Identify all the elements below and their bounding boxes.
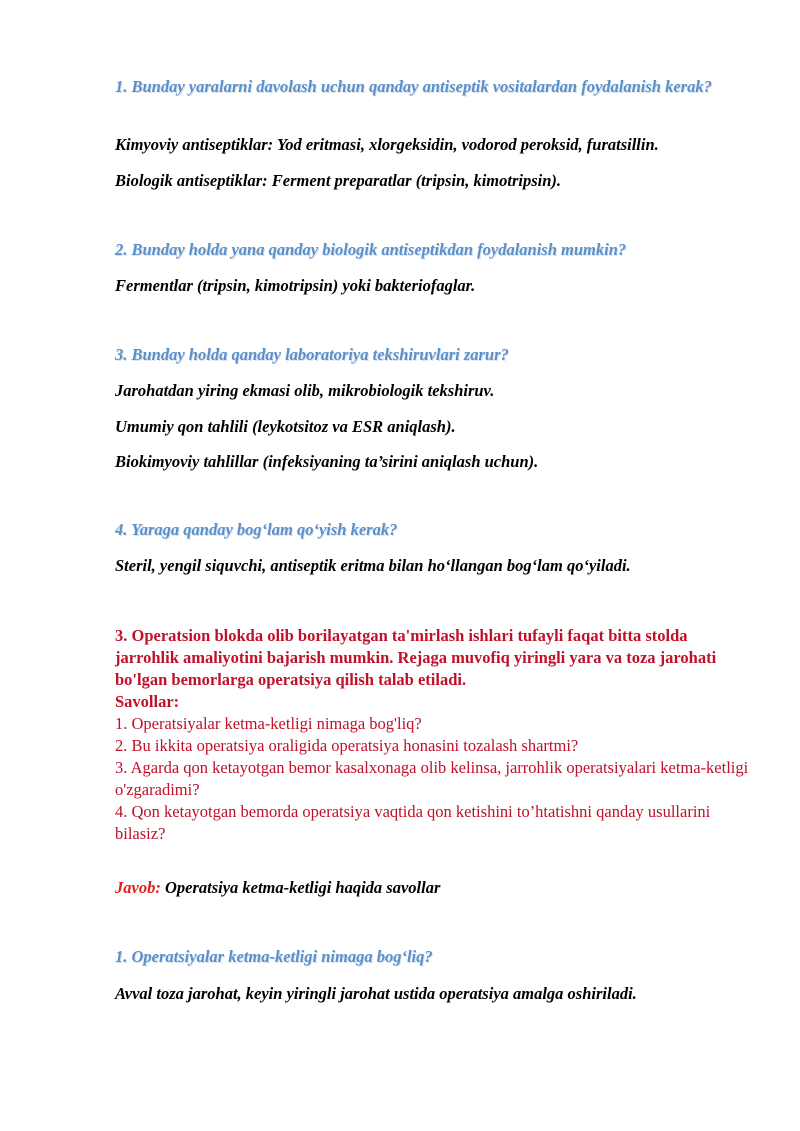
answer-1-chemical: Kimyoviy antiseptiklar: Yod eritmasi, xlorgeksidin, vodorod peroksid, furatsillin.	[115, 135, 659, 154]
answer-3-blood-test: Umumiy qon tahlili (leykotsitoz va ESR aniqlash).	[115, 417, 456, 436]
question-5: 1. Operatsiyalar ketma-ketligi nimaga bog‘liq?	[115, 947, 433, 966]
case-3-question-1: 1. Operatsiyalar ketma-ketligi nimaga bog'liq?	[115, 714, 422, 733]
question-3: 3. Bunday holda qanday laboratoriya tekshiruvlari zarur?	[115, 345, 509, 364]
answer-3-biochemistry: Biokimyoviy tahlillar (infeksiyaning ta’sirini aniqlash uchun).	[115, 452, 539, 471]
case-3-question-3: 3. Agarda qon ketayotgan bemor kasalxonaga olib kelinsa, jarrohlik operatsiyalari ketma-ketligi o'zgaradimi?	[115, 758, 749, 799]
answer-3-culture: Jarohatdan yiring ekmasi olib, mikrobiologik tekshiruv.	[115, 381, 495, 400]
answer-4: Steril, yengil siquvchi, antiseptik eritma bilan ho‘llangan bog‘lam qo‘yiladi.	[115, 556, 631, 575]
answer-heading-label: Javob:	[115, 878, 161, 897]
question-4: 4. Yaraga qanday bog‘lam qo‘yish kerak?	[115, 520, 398, 539]
case-3-text: 3. Operatsion blokda olib borilayatgan ta'mirlash ishlari tufayli faqat bitta stolda jarrohlik amaliyotini bajarish mumkin. Rejaga muvofiq yiringli yara va toza jarohati bo'lgan bemorlarga operatsiya qilish talab etiladi.	[115, 626, 717, 689]
case-3-question-4: 4. Qon ketayotgan bemorda operatsiya vaqtida qon ketishini to’htatishni qanday usullarini bilasiz?	[115, 802, 711, 843]
question-1: 1. Bunday yaralarni davolash uchun qanday antiseptik vositalardan foydalanish kerak?	[115, 77, 712, 96]
answer-5: Avval toza jarohat, keyin yiringli jarohat ustida operatsiya amalga oshiriladi.	[115, 984, 637, 1003]
case-3-questions-label: Savollar:	[115, 692, 180, 711]
answer-2: Fermentlar (tripsin, kimotripsin) yoki bakteriofaglar.	[115, 276, 476, 295]
answer-heading	[115, 877, 750, 899]
case-3-question-2: 2. Bu ikkita operatsiya oraligida operatsiya honasini tozalash shartmi?	[115, 736, 579, 755]
answer-1-biological: Biologik antiseptiklar: Ferment preparatlar (tripsin, kimotripsin).	[115, 171, 562, 190]
question-2: 2. Bunday holda yana qanday biologik antiseptikdan foydalanish mumkin?	[115, 240, 627, 259]
answer-heading-text: Operatsiya ketma-ketligi haqida savollar	[160, 878, 441, 897]
